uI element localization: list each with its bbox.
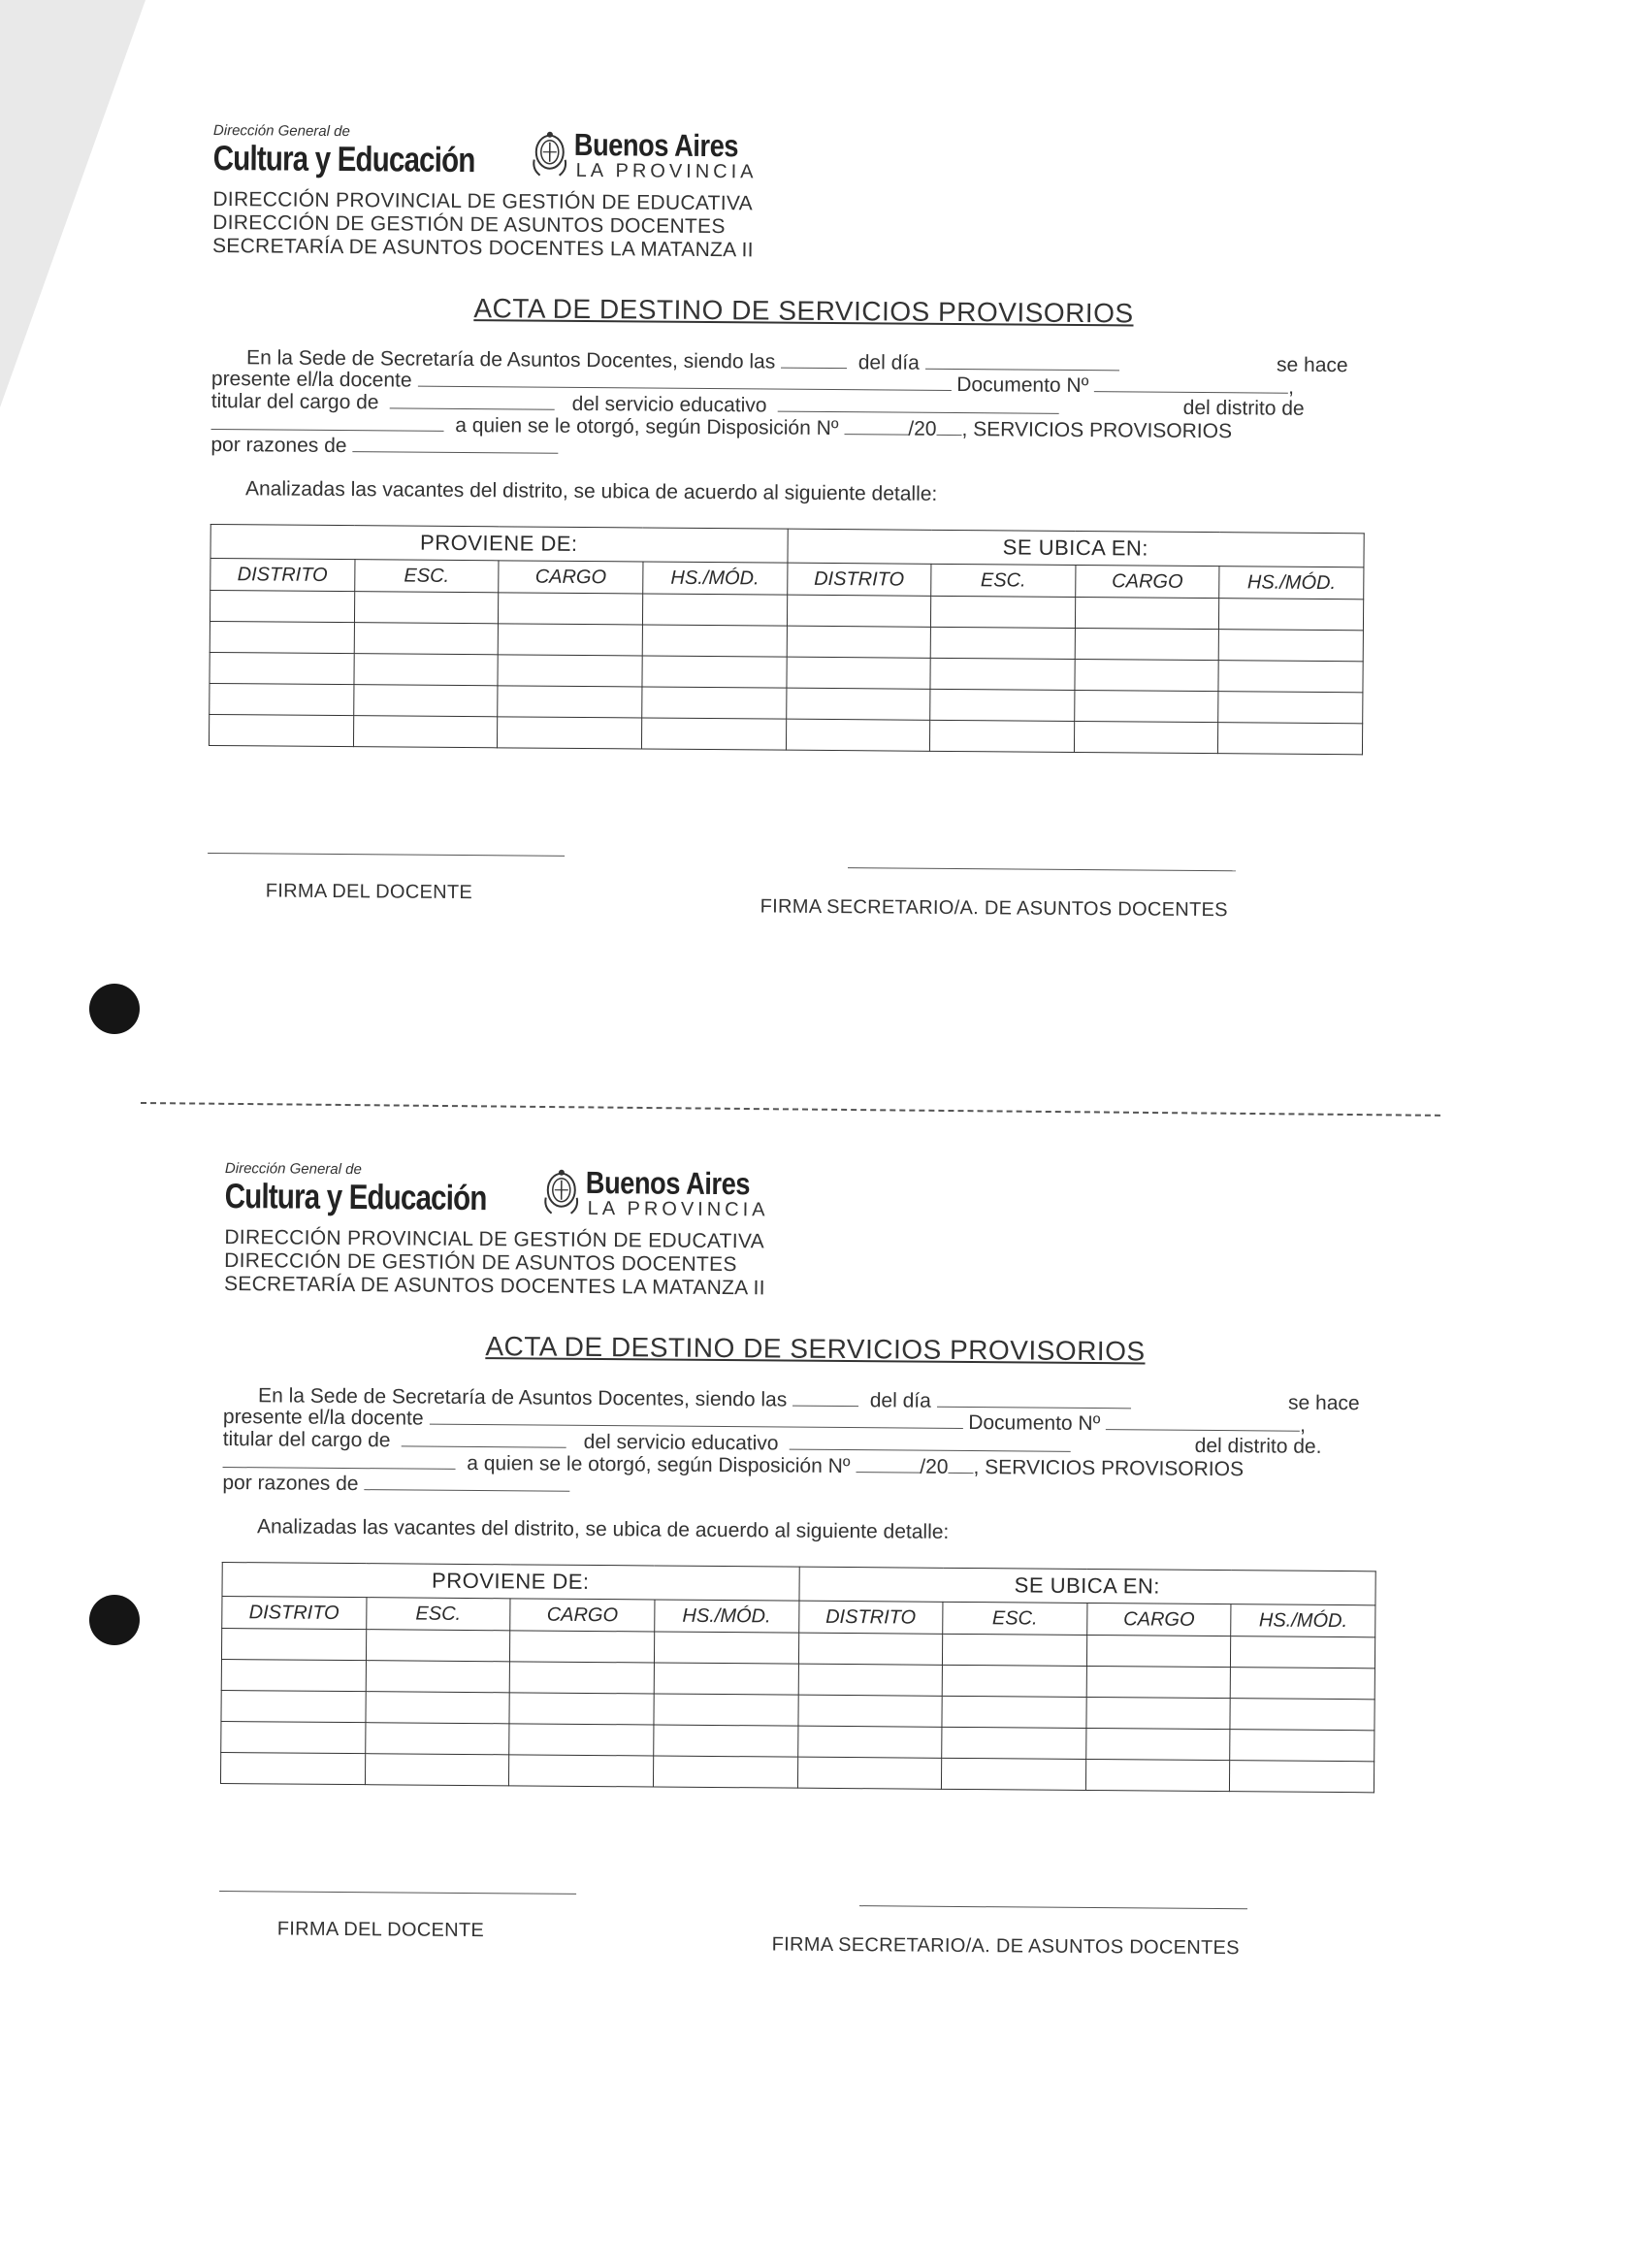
year-blank[interactable] xyxy=(936,417,961,436)
para-text: titular del cargo de xyxy=(222,1427,391,1452)
column-header: CARGO xyxy=(499,561,643,594)
table-cell[interactable] xyxy=(942,1665,1086,1697)
table-cell[interactable] xyxy=(787,626,931,658)
school-service-blank[interactable] xyxy=(790,1432,1071,1452)
para-text: se hace xyxy=(1287,1391,1360,1415)
teacher-name-blank[interactable] xyxy=(417,369,951,391)
day-blank[interactable] xyxy=(925,351,1119,372)
para-text: , xyxy=(1288,375,1295,399)
table-cell[interactable] xyxy=(510,1631,655,1663)
column-header: ESC. xyxy=(931,564,1076,597)
table-cell[interactable] xyxy=(641,718,786,750)
reasons-blank[interactable] xyxy=(364,1472,569,1492)
column-header: DISTRITO xyxy=(222,1596,367,1629)
para-text: /20 xyxy=(920,1455,949,1478)
para-text: En la Sede de Secretaría de Asuntos Docentes, siendo las xyxy=(246,346,776,373)
header-logo xyxy=(225,1162,1379,1221)
column-header: HS./MÓD. xyxy=(1231,1604,1375,1637)
disposition-number-blank[interactable] xyxy=(856,1454,920,1474)
table-cell[interactable] xyxy=(1219,630,1364,662)
document-number-blank[interactable] xyxy=(1106,1411,1300,1432)
table-cell[interactable] xyxy=(798,1664,943,1696)
table-cell[interactable] xyxy=(653,1756,797,1788)
para-text: del servicio educativo xyxy=(571,392,767,417)
position-blank[interactable] xyxy=(402,1428,566,1447)
table-cell[interactable] xyxy=(509,1693,654,1725)
table-cell[interactable] xyxy=(1218,692,1363,724)
signature-area xyxy=(207,853,1362,1007)
table-cell[interactable] xyxy=(797,1726,942,1758)
table-cell[interactable] xyxy=(642,594,787,626)
table-cell[interactable] xyxy=(1086,1666,1231,1698)
table-cell[interactable] xyxy=(366,1630,510,1662)
org-header xyxy=(212,188,1368,267)
logo-brand-text: Cultura y Educación xyxy=(224,1175,487,1218)
para-text: presente el/la docente xyxy=(222,1405,424,1430)
table-cell[interactable] xyxy=(787,595,931,627)
table-cell[interactable] xyxy=(654,1663,798,1695)
table-cell[interactable] xyxy=(930,658,1075,690)
year-blank[interactable] xyxy=(948,1455,973,1474)
column-header: DISTRITO xyxy=(798,1601,943,1634)
para-text: del distrito de xyxy=(1182,396,1305,420)
district-blank[interactable] xyxy=(211,411,444,432)
table-cell[interactable] xyxy=(354,623,499,655)
table-cell[interactable] xyxy=(353,716,498,748)
secretary-signature-label: FIRMA SECRETARIO/A. DE ASUNTOS DOCENTES xyxy=(771,1933,1240,1960)
table-cell[interactable] xyxy=(654,1725,798,1757)
logo-small-text: Dirección General de xyxy=(224,1160,362,1179)
logo-province-sub: LA PROVINCIA xyxy=(575,159,758,183)
org-line: DIRECCIÓN PROVINCIAL DE GESTIÓN DE EDUCATIVA xyxy=(224,1225,765,1253)
para-text: a quien se le otorgó, según Disposición Nº xyxy=(455,413,839,440)
para-text: , SERVICIOS PROVISORIOS xyxy=(961,418,1233,443)
table-cell[interactable] xyxy=(1085,1759,1230,1791)
table-cell[interactable] xyxy=(797,1695,942,1727)
table-cell[interactable] xyxy=(366,1692,510,1724)
para-text: Documento Nº xyxy=(968,1411,1101,1436)
column-header: DISTRITO xyxy=(787,563,931,596)
acta-form xyxy=(218,1162,1379,2045)
body-paragraph xyxy=(210,345,1366,474)
group-header-origin: PROVIENE DE: xyxy=(210,524,788,563)
table-cell[interactable] xyxy=(1218,723,1363,755)
table-cell[interactable] xyxy=(786,719,930,751)
teacher-signature-label: FIRMA DEL DOCENTE xyxy=(276,1918,485,1942)
table-cell[interactable] xyxy=(354,592,499,624)
table-cell[interactable] xyxy=(942,1696,1086,1728)
table-cell[interactable] xyxy=(498,624,642,656)
table-cell[interactable] xyxy=(210,652,354,684)
para-text: a quien se le otorgó, según Disposición Nº xyxy=(467,1451,851,1478)
table-cell[interactable] xyxy=(930,627,1075,659)
table-cell[interactable] xyxy=(786,657,930,689)
table-cell[interactable] xyxy=(1075,659,1219,691)
document-title: ACTA DE DESTINO DE SERVICIOS PROVISORIOS xyxy=(485,1331,1146,1367)
secretary-signature-line[interactable] xyxy=(859,1905,1247,1909)
province-seal-icon xyxy=(540,1169,583,1217)
para-text: , SERVICIOS PROVISORIOS xyxy=(973,1456,1245,1481)
table-cell[interactable] xyxy=(930,689,1075,721)
table-cell[interactable] xyxy=(943,1634,1087,1666)
table-cell[interactable] xyxy=(210,590,354,622)
table-cell[interactable] xyxy=(221,1721,366,1753)
para-text: titular del cargo de xyxy=(210,389,379,414)
para-text: , xyxy=(1300,1413,1307,1437)
org-line: DIRECCIÓN DE GESTIÓN DE ASUNTOS DOCENTES xyxy=(224,1248,737,1277)
table-cell[interactable] xyxy=(798,1633,943,1665)
punch-hole xyxy=(89,984,140,1034)
punch-hole xyxy=(89,1595,140,1645)
para-text: del servicio educativo xyxy=(583,1430,779,1455)
table-cell[interactable] xyxy=(797,1757,942,1789)
column-header: ESC. xyxy=(943,1602,1087,1635)
org-line: DIRECCIÓN PROVINCIAL DE GESTIÓN DE EDUCATIVA xyxy=(212,187,754,215)
para-text: por razones de xyxy=(222,1471,359,1496)
logo-brand-text: Cultura y Educación xyxy=(212,137,475,180)
column-header: HS./MÓD. xyxy=(1219,567,1364,599)
table-cell[interactable] xyxy=(509,1724,654,1756)
table-cell[interactable] xyxy=(1218,661,1363,693)
school-service-blank[interactable] xyxy=(778,394,1059,414)
table-cell[interactable] xyxy=(654,1694,798,1726)
logo-province-name: Buenos Aires xyxy=(573,126,739,164)
disposition-number-blank[interactable] xyxy=(844,416,908,436)
teacher-signature-line[interactable] xyxy=(219,1891,576,1895)
table-cell[interactable] xyxy=(353,685,498,717)
column-header: ESC. xyxy=(354,560,499,593)
acta-form xyxy=(207,124,1368,1007)
table-cell[interactable] xyxy=(654,1632,798,1664)
secretary-signature-label: FIRMA SECRETARIO/A. DE ASUNTOS DOCENTES xyxy=(760,895,1228,922)
para-text: del día xyxy=(857,351,920,374)
para-text: /20 xyxy=(908,417,937,440)
cut-line xyxy=(141,1102,1440,1117)
document-title: ACTA DE DESTINO DE SERVICIOS PROVISORIOS xyxy=(473,293,1134,329)
vacancy-table xyxy=(209,524,1365,755)
para-text: presente el/la docente xyxy=(210,367,412,392)
table-cell[interactable] xyxy=(220,1752,365,1784)
table-cell[interactable] xyxy=(1230,1730,1374,1762)
teacher-name-blank[interactable] xyxy=(429,1407,962,1429)
header-logo xyxy=(213,124,1368,183)
table-cell[interactable] xyxy=(498,717,642,749)
intro-text: Analizadas las vacantes del distrito, se ubica de acuerdo al siguiente detalle: xyxy=(244,477,938,505)
district-blank[interactable] xyxy=(223,1449,456,1470)
province-seal-icon xyxy=(529,131,571,179)
table-cell[interactable] xyxy=(642,625,787,657)
table-cell[interactable] xyxy=(1231,1668,1375,1700)
column-header: HS./MÓD. xyxy=(643,562,788,595)
table-cell[interactable] xyxy=(786,688,930,720)
column-header: CARGO xyxy=(1075,565,1219,598)
table-cell[interactable] xyxy=(499,593,643,625)
para-text: del día xyxy=(869,1389,931,1412)
table-cell[interactable] xyxy=(221,1628,366,1660)
hour-blank[interactable] xyxy=(781,350,847,370)
para-text: del distrito de. xyxy=(1194,1434,1322,1458)
table-cell[interactable] xyxy=(221,1659,366,1691)
table-cell[interactable] xyxy=(209,714,353,746)
table-cell[interactable] xyxy=(1085,1728,1230,1760)
column-header: HS./MÓD. xyxy=(655,1600,799,1633)
table-cell[interactable] xyxy=(509,1755,654,1787)
para-text: por razones de xyxy=(210,433,347,458)
table-cell[interactable] xyxy=(642,687,787,719)
body-paragraph xyxy=(222,1383,1377,1512)
secretary-signature-line[interactable] xyxy=(848,867,1236,871)
table-cell[interactable] xyxy=(1219,599,1364,631)
signature-area xyxy=(218,1891,1374,2045)
org-header xyxy=(224,1226,1379,1305)
table-cell[interactable] xyxy=(1230,1699,1374,1731)
table-cell[interactable] xyxy=(366,1661,510,1693)
table-cell[interactable] xyxy=(1231,1636,1375,1669)
table-cell[interactable] xyxy=(365,1723,509,1755)
table-cell[interactable] xyxy=(1086,1635,1231,1667)
table-cell[interactable] xyxy=(509,1662,654,1694)
logo-small-text: Dirección General de xyxy=(212,122,350,141)
column-header: CARGO xyxy=(1086,1603,1231,1636)
table-cell[interactable] xyxy=(498,655,642,687)
column-header: ESC. xyxy=(366,1598,510,1631)
table-cell[interactable] xyxy=(210,621,354,653)
column-header: CARGO xyxy=(510,1599,655,1632)
table-cell[interactable] xyxy=(1230,1761,1374,1793)
table-cell[interactable] xyxy=(642,656,787,688)
vacancy-table xyxy=(220,1562,1376,1793)
document-number-blank[interactable] xyxy=(1094,373,1288,394)
para-text: se hace xyxy=(1276,353,1348,377)
group-header-origin: PROVIENE DE: xyxy=(222,1562,799,1601)
para-text: Documento Nº xyxy=(956,373,1089,398)
teacher-signature-label: FIRMA DEL DOCENTE xyxy=(265,880,473,904)
org-line: SECRETARÍA DE ASUNTOS DOCENTES LA MATANZA II xyxy=(211,234,754,262)
hour-blank[interactable] xyxy=(792,1388,858,1408)
reasons-blank[interactable] xyxy=(352,434,558,454)
table-cell[interactable] xyxy=(1075,628,1219,660)
table-cell[interactable] xyxy=(354,654,499,686)
org-line: SECRETARÍA DE ASUNTOS DOCENTES LA MATANZA II xyxy=(223,1272,765,1300)
folded-corner xyxy=(0,0,146,407)
table-cell[interactable] xyxy=(498,686,642,718)
intro-text: Analizadas las vacantes del distrito, se ubica de acuerdo al siguiente detalle: xyxy=(256,1515,950,1543)
org-line: DIRECCIÓN DE GESTIÓN DE ASUNTOS DOCENTES xyxy=(212,211,726,239)
logo-province-name: Buenos Aires xyxy=(585,1164,751,1202)
table-cell[interactable] xyxy=(942,1758,1086,1790)
group-header-destination: SE UBICA EN: xyxy=(798,1567,1375,1605)
column-header: DISTRITO xyxy=(210,558,355,591)
table-cell[interactable] xyxy=(942,1727,1086,1759)
group-header-destination: SE UBICA EN: xyxy=(787,529,1364,567)
table-cell[interactable] xyxy=(210,683,354,715)
table-cell[interactable] xyxy=(1075,597,1219,629)
table-cell[interactable] xyxy=(221,1690,366,1722)
position-blank[interactable] xyxy=(390,390,555,409)
table-cell[interactable] xyxy=(930,720,1075,752)
table-cell[interactable] xyxy=(1086,1697,1231,1729)
table-cell[interactable] xyxy=(365,1754,509,1786)
day-blank[interactable] xyxy=(937,1389,1131,1409)
para-text: En la Sede de Secretaría de Asuntos Docentes, siendo las xyxy=(258,1384,788,1411)
table-cell[interactable] xyxy=(1074,721,1218,753)
table-cell[interactable] xyxy=(1074,690,1218,722)
table-cell[interactable] xyxy=(931,596,1076,628)
logo-province-sub: LA PROVINCIA xyxy=(587,1197,769,1221)
teacher-signature-line[interactable] xyxy=(208,853,565,857)
